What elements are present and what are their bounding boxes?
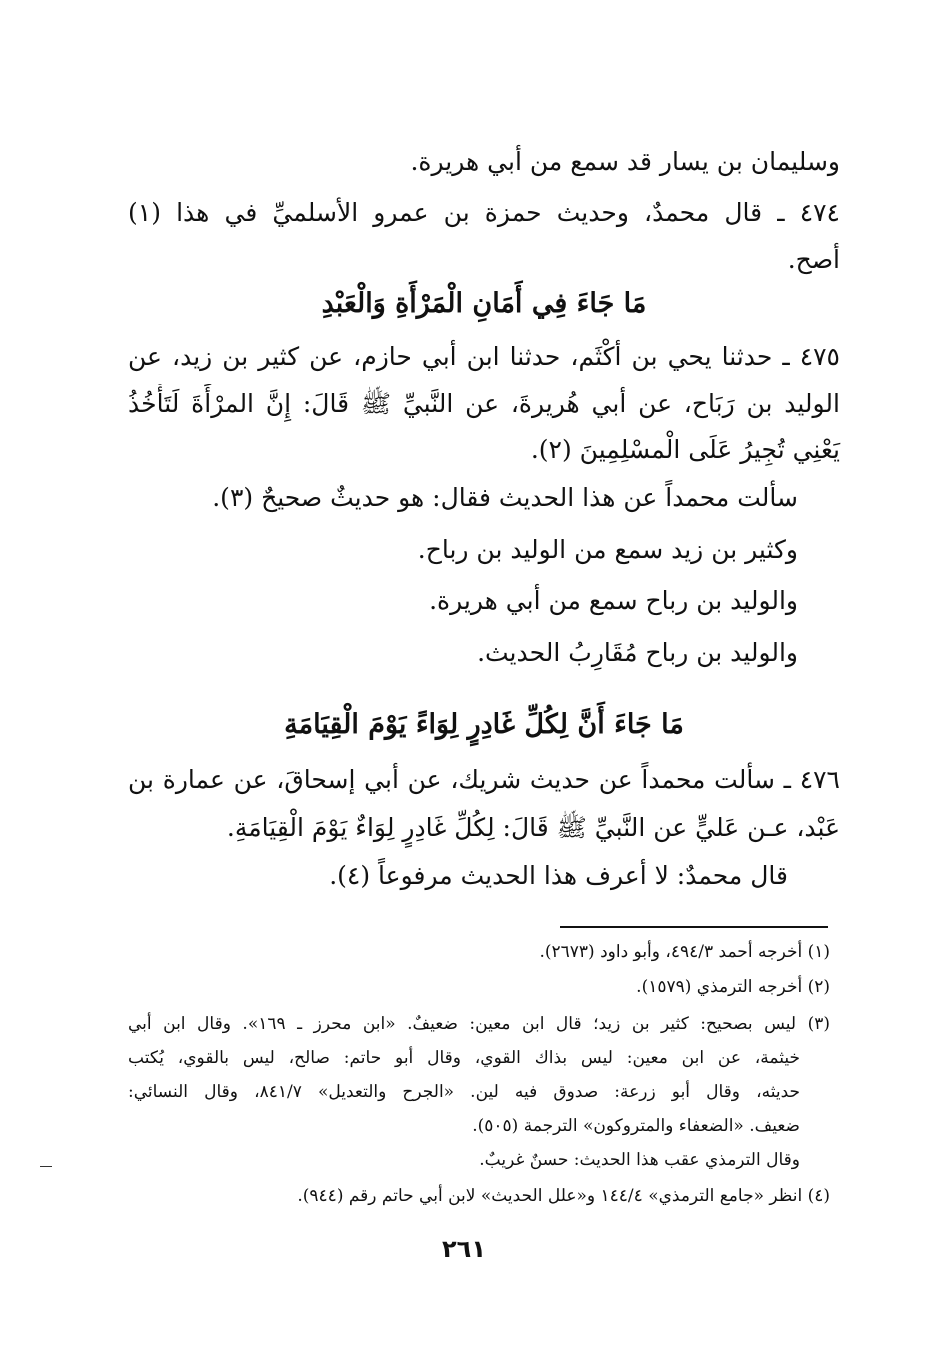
note-line: والوليد بن رباح سمع من أبي هريرة.	[429, 586, 798, 615]
page-number: ٢٦١	[442, 1235, 486, 1263]
body-line: ٤٧٤ ـ قال محمدٌ، وحديث حمزة بن عمرو الأسلميِّ في هذا (١)	[128, 198, 840, 227]
footnote-separator	[560, 926, 828, 928]
hadith-line: الوليد بن رَبَاح، عن أبي هُريرةَ، عن النَّبيِّ ﷺ قَالَ: إِنَّ المرْأَةَ لَتَأْخُذُ	[128, 389, 840, 418]
body-line: أصح.	[787, 245, 840, 274]
footnote: (١) أخرجه أحمد ٤٩٤/٣، وأبو داود (٢٦٧٣).	[539, 942, 830, 962]
footnote: خيثمة، عن ابن معين: ليس بذاك القوي، وقال أبو حاتم: صالح، ليس بالقوي، يُكتب	[128, 1048, 800, 1068]
hadith-line: عَبْد، عـن عَليٍّ عن النَّبيِّ ﷺ قَالَ: لِكُلِّ غَادِرٍ لِوَاءٌ يَوْمَ الْقِيَامَةِ.	[226, 813, 840, 842]
footnote: (٤) انظر «جامع الترمذي» ١٤٤/٤ و«علل الحديث» لابن أبي حاتم رقم (٩٤٤).	[297, 1186, 830, 1206]
section-heading: مَا جَاءَ فِي أَمَانِ الْمَرْأَةِ وَالْعَبْدِ	[321, 288, 647, 319]
hadith-line: ٤٧٦ ـ سألت محمداً عن حديث شريك، عن أبي إسحاقَ، عن عمارة بن	[128, 765, 840, 794]
body-line: وسليمان بن يسار قد سمع من أبي هريرة.	[410, 147, 840, 176]
hadith-line: قال محمدٌ: لا أعرف هذا الحديث مرفوعاً (٤).	[329, 861, 788, 890]
footnote: (٢) أخرجه الترمذي (١٥٧٩).	[636, 977, 830, 997]
note-line: سألت محمداً عن هذا الحديث فقال: هو حديثٌ صحيحٌ (٣).	[212, 483, 798, 512]
section-heading: مَا جَاءَ أَنَّ لِكُلِّ غَادِرٍ لِوَاءً يَوْمَ الْقِيَامَةِ	[284, 709, 684, 740]
footnote: (٣) ليس بصحيح: كثير بن زيد؛ قال ابن معين: ضعيفٌ. «ابن محرز ـ ١٦٩». وقال ابن أبي	[128, 1014, 830, 1034]
hadith-line: يَعْنِي تُجِيرُ عَلَى الْمسْلِمِينَ (٢).	[530, 435, 840, 464]
margin-mark	[40, 1166, 52, 1167]
footnote: ضعيف. «الضعفاء والمتروكون» الترجمة (٥٠٥).	[472, 1116, 800, 1136]
hadith-line: ٤٧٥ ـ حدثنا يحي بن أكْثَم، حدثنا ابن أبي حازم، عن كثير بن زيد، عن	[128, 342, 840, 371]
footnote: حديثه، وقال أبو زرعة: صدوق فيه لين. «الجرح والتعديل» ٨٤١/٧، وقال النسائي:	[128, 1082, 800, 1102]
note-line: والوليد بن رباح مُقَارِبُ الحديث.	[477, 638, 798, 667]
note-line: وكثير بن زيد سمع من الوليد بن رباح.	[417, 535, 798, 564]
footnote: وقال الترمذي عقب هذا الحديث: حسنٌ غريبٌ.	[479, 1150, 800, 1170]
